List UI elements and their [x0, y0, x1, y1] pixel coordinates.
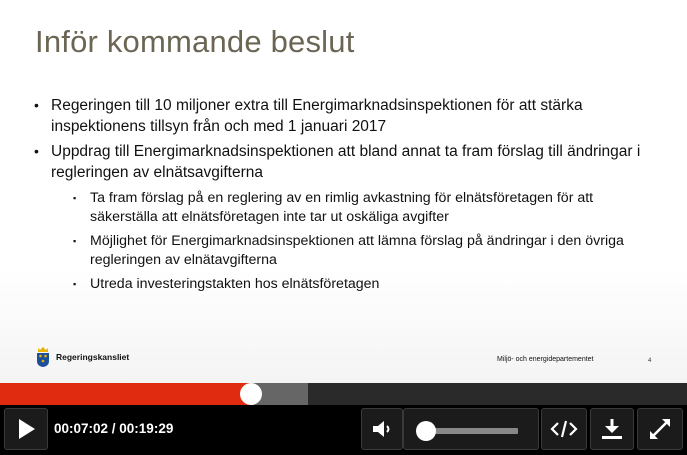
volume-icon [371, 418, 393, 440]
government-logo [35, 346, 129, 368]
download-icon [600, 417, 624, 441]
embed-button[interactable] [541, 408, 587, 450]
mute-button[interactable] [361, 408, 403, 450]
bullet-list [34, 95, 664, 299]
volume-handle[interactable] [416, 421, 436, 441]
sub-bullet-item: ▪ Utreda investeringstakten hos elnätsföretagen [73, 275, 664, 294]
sub-bullet-item: ▪ Möjlighet för Energimarknadsinspektionen att lämna förslag på ändringar i den övriga regleringen av elnätavgifterna [73, 232, 664, 270]
seek-bar[interactable] [0, 383, 687, 405]
sub-bullet-list [51, 189, 664, 294]
player-controls [0, 405, 687, 455]
volume-slider[interactable] [403, 408, 539, 450]
played-bar [0, 383, 251, 405]
fullscreen-button[interactable] [637, 408, 683, 450]
sub-bullet-item: ▪ Ta fram förslag på en reglering av en rimlig avkastning för elnätsföretagen för att säkerställa att elnätsföretagen inte tar ut oskäliga avgifter [73, 189, 664, 227]
bullet-item [34, 141, 664, 294]
logo-text: Regeringskansliet [56, 352, 130, 362]
department-name: Miljö- och energidepartementet [497, 356, 594, 363]
time-display: 00:07:02 / 00:19:29 [54, 421, 174, 436]
volume-track[interactable] [426, 428, 518, 434]
play-icon [16, 418, 36, 440]
fullscreen-icon [647, 416, 673, 442]
download-button[interactable] [590, 408, 634, 450]
crown-shield-icon [35, 346, 51, 368]
slide-title: Inför kommande beslut [35, 24, 355, 59]
bullet-text: Uppdrag till Energimarknadsinspektionen att bland annat ta fram förslag till ändringar i regleringen av elnätsavgifterna [51, 143, 641, 181]
embed-code-icon [549, 418, 579, 440]
bullet-item: • Regeringen till 10 miljoner extra till Energimarknadsinspektionen för att stärka inspektionens tillsyn från och med 1 januari 2017 [34, 95, 664, 137]
play-button[interactable] [4, 408, 48, 450]
page-number: 4 [648, 358, 652, 364]
